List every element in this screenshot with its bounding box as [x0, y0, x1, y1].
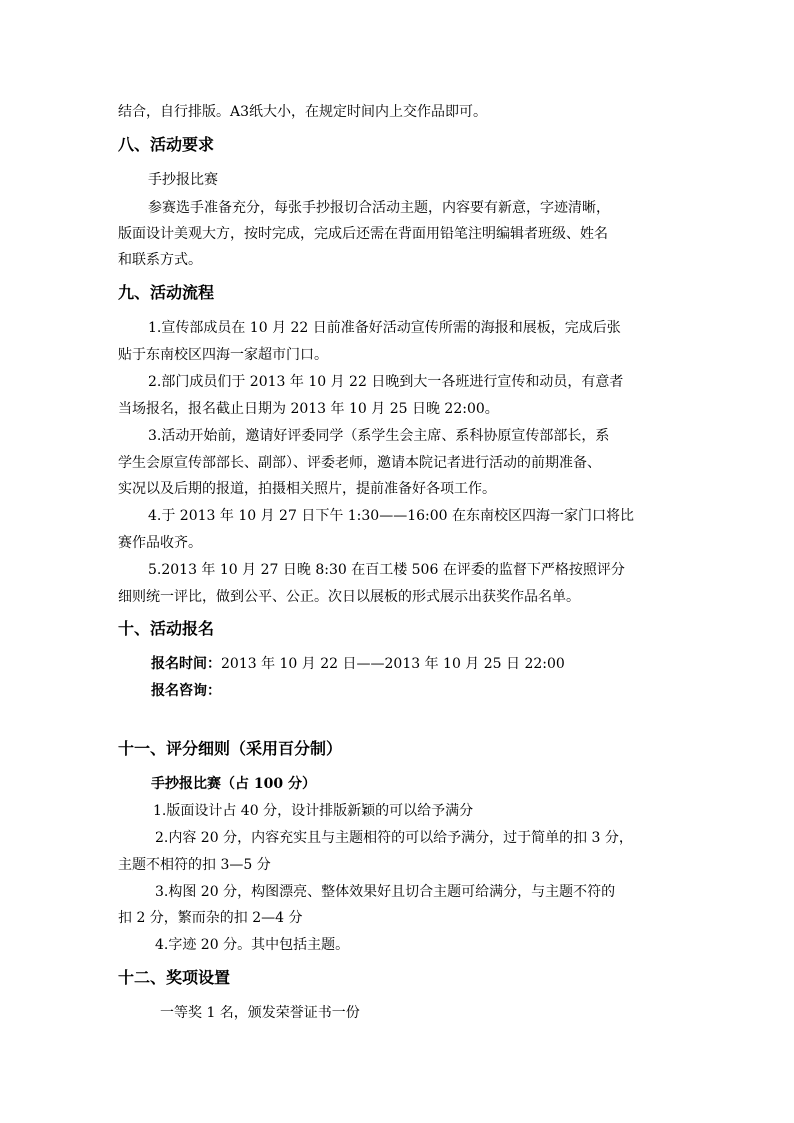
section9-line-5: 3.活动开始前，邀请好评委同学（系学生会主席、系科协原宣传部部长，系	[148, 428, 610, 444]
section9-line-11: 细则统一评比，做到公平、公正。次日以展板的形式展示出获奖作品名单。	[118, 589, 580, 605]
section11-line-2: 2.内容 20 分，内容充实且与主题相符的可以给予满分，过于简单的扣 3 分，	[155, 830, 633, 846]
signup-time-label: 报名时间：	[151, 656, 221, 672]
section11-line-4: 3.构图 20 分，构图漂亮、整体效果好且切合主题可给满分，与主题不符的	[155, 884, 616, 900]
signup-time-value: 2013 年 10 月 22 日——2013 年 10 月 25 日 22:00	[221, 656, 565, 672]
section8-para-line-3: 和联系方式。	[118, 252, 202, 268]
section8-heading: 八、活动要求	[118, 135, 215, 154]
section11-subheading: 手抄报比赛（占 100 分）	[151, 776, 316, 792]
section9-line-4: 当场报名，报名截止日期为 2013 年 10 月 25 日晚 22:00。	[118, 401, 499, 417]
section11-line-3: 主题不相符的扣 3—5 分	[118, 857, 271, 873]
section7-tail-line: 结合，自行排版。A3纸大小，在规定时间内上交作品即可。	[118, 104, 488, 120]
section9-line-2: 贴于东南校区四海一家超市门口。	[118, 347, 328, 363]
section8-para-line-2: 版面设计美观大方，按时完成，完成后还需在背面用铅笔注明编辑者班级、姓名	[118, 226, 608, 242]
section9-line-8: 4.于 2013 年 10 月 27 日下午 1:30——16:00 在东南校区四海一家门口将比	[148, 508, 634, 524]
section8-para-line-1: 参赛选手准备充分，每张手抄报切合活动主题，内容要有新意，字迹清晰，	[148, 200, 610, 216]
section12-heading: 十二、奖项设置	[118, 968, 231, 987]
section9-line-10: 5.2013 年 10 月 27 日晚 8:30 在百工楼 506 在评委的监督下严格按照评分	[148, 562, 625, 578]
section11-heading: 十一、评分细则（采用百分制）	[118, 739, 343, 758]
signup-consult-label: 报名咨询：	[151, 683, 221, 699]
section10-heading: 十、活动报名	[118, 619, 215, 638]
section9-line-1: 1.宣传部成员在 10 月 22 日前准备好活动宣传所需的海报和展板，完成后张	[148, 320, 621, 336]
section12-line-1: 一等奖 1 名，颁发荣誉证书一份	[160, 1005, 360, 1021]
section8-subheading: 手抄报比赛	[148, 172, 218, 188]
section9-line-9: 赛作品收齐。	[118, 535, 202, 551]
section9-heading: 九、活动流程	[118, 283, 215, 302]
section9-line-7: 实况以及后期的报道，拍摄相关照片，提前准备好各项工作。	[118, 481, 496, 497]
section11-line-6: 4.字迹 20 分。其中包括主题。	[155, 937, 350, 953]
section11-line-5: 扣 2 分，繁而杂的扣 2—4 分	[118, 910, 303, 926]
section11-line-1: 1.版面设计占 40 分，设计排版新颖的可以给予满分	[153, 803, 474, 819]
section9-line-6: 学生会原宣传部部长、副部）、评委老师，邀请本院记者进行活动的前期准备、	[118, 455, 601, 471]
section9-line-3: 2.部门成员们于 2013 年 10 月 22 日晚到大一各班进行宣传和动员，有意者	[148, 374, 624, 390]
signup-time-line	[151, 654, 565, 674]
